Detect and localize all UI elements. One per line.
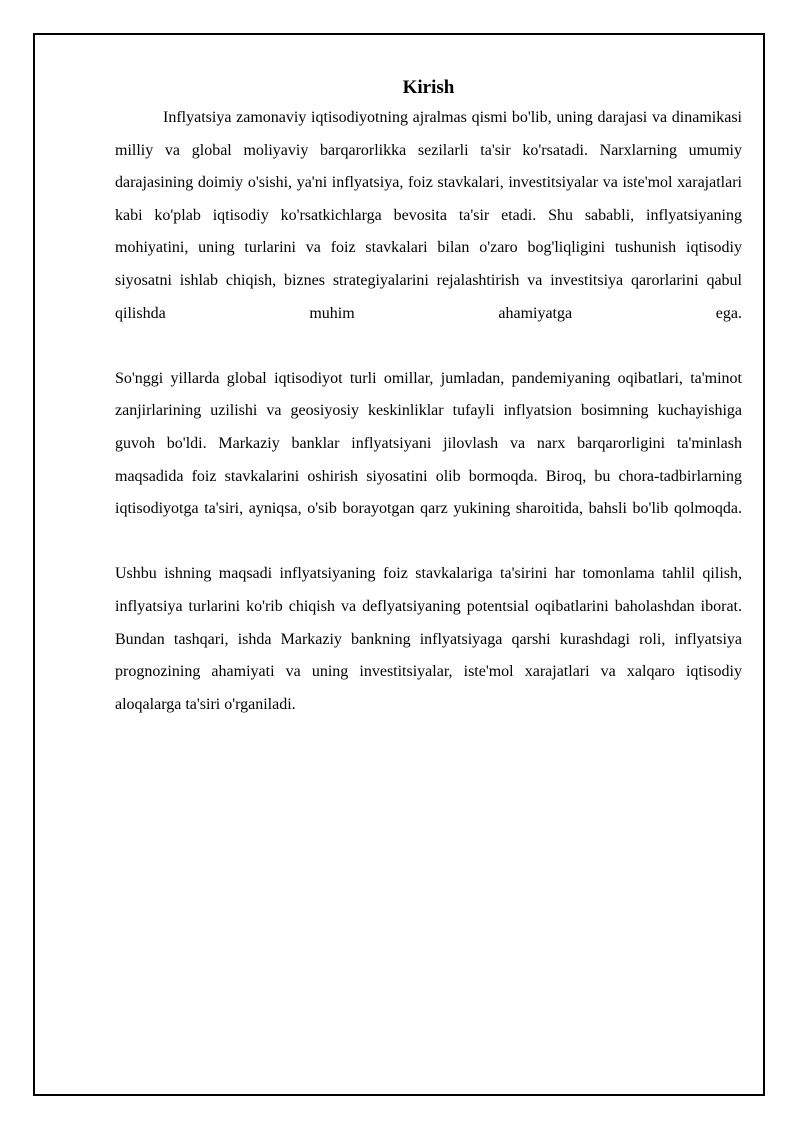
paragraph-gap <box>115 330 742 363</box>
paragraph-global-context: So'nggi yillarda global iqtisodiyot turli omillar, jumladan, pandemiyaning oqibatlari, ta'minot zanjirlarining uzilishi va geosiyosiy keskinliklar tufayli inflyatsion bosimning kuchayishiga guvoh bo'ldi. Markaziy banklar inflyatsiyani jilovlash va narx barqarorligini ta'minlash maqsadida foiz stavkalarini oshirish siyosatini olib bormoqda. Biroq, bu chora-tadbirlarning iqtisodiyotga ta'siri, ayniqsa, o'sib borayotgan qarz yukining sharoitida, bahsli bo'lib qolmoqda. <box>115 369 742 518</box>
document-body <box>115 76 742 721</box>
paragraph-introduction: Inflyatsiya zamonaviy iqtisodiyotning ajralmas qismi bo'lib, uning darajasi va dinamikasi milliy va global moliyaviy barqarorlikka sezilarli ta'sir ko'rsatadi. Narxlarning umumiy darajasining doimiy o'sishi, ya'ni inflyatsiya, foiz stavkalari, investitsiyalar va iste'mol xarajatlari kabi ko'plab iqtisodiy ko'rsatkichlarga bevosita ta'sir etadi. Shu sababli, inflyatsiyaning mohiyatini, uning turlarini va foiz stavkalari bilan o'zaro bog'liqligini tushunish iqtisodiy siyosatni ishlab chiqish, biznes strategiyalarini rejalashtirish va investitsiya qarorlarini qabul qilishda muhim ahamiyatga ega. <box>115 109 742 322</box>
document-title: Kirish <box>402 77 455 98</box>
paragraph-objective: Ushbu ishning maqsadi inflyatsiyaning foiz stavkalariga ta'sirini har tomonlama tahlil qilish, inflyatsiya turlarini ko'rib chiqish va deflyatsiyaning potentsial oqibatlarini baholashdan iborat. Bundan tashqari, ishda Markaziy bankning inflyatsiyaga qarshi kurashdagi roli, inflyatsiya prognozining ahamiyati va uning investitsiyalar, iste'mol xarajatlari va xalqaro iqtisodiy aloqalarga ta'siri o'rganiladi. <box>115 565 742 713</box>
paragraph-gap <box>115 526 742 559</box>
